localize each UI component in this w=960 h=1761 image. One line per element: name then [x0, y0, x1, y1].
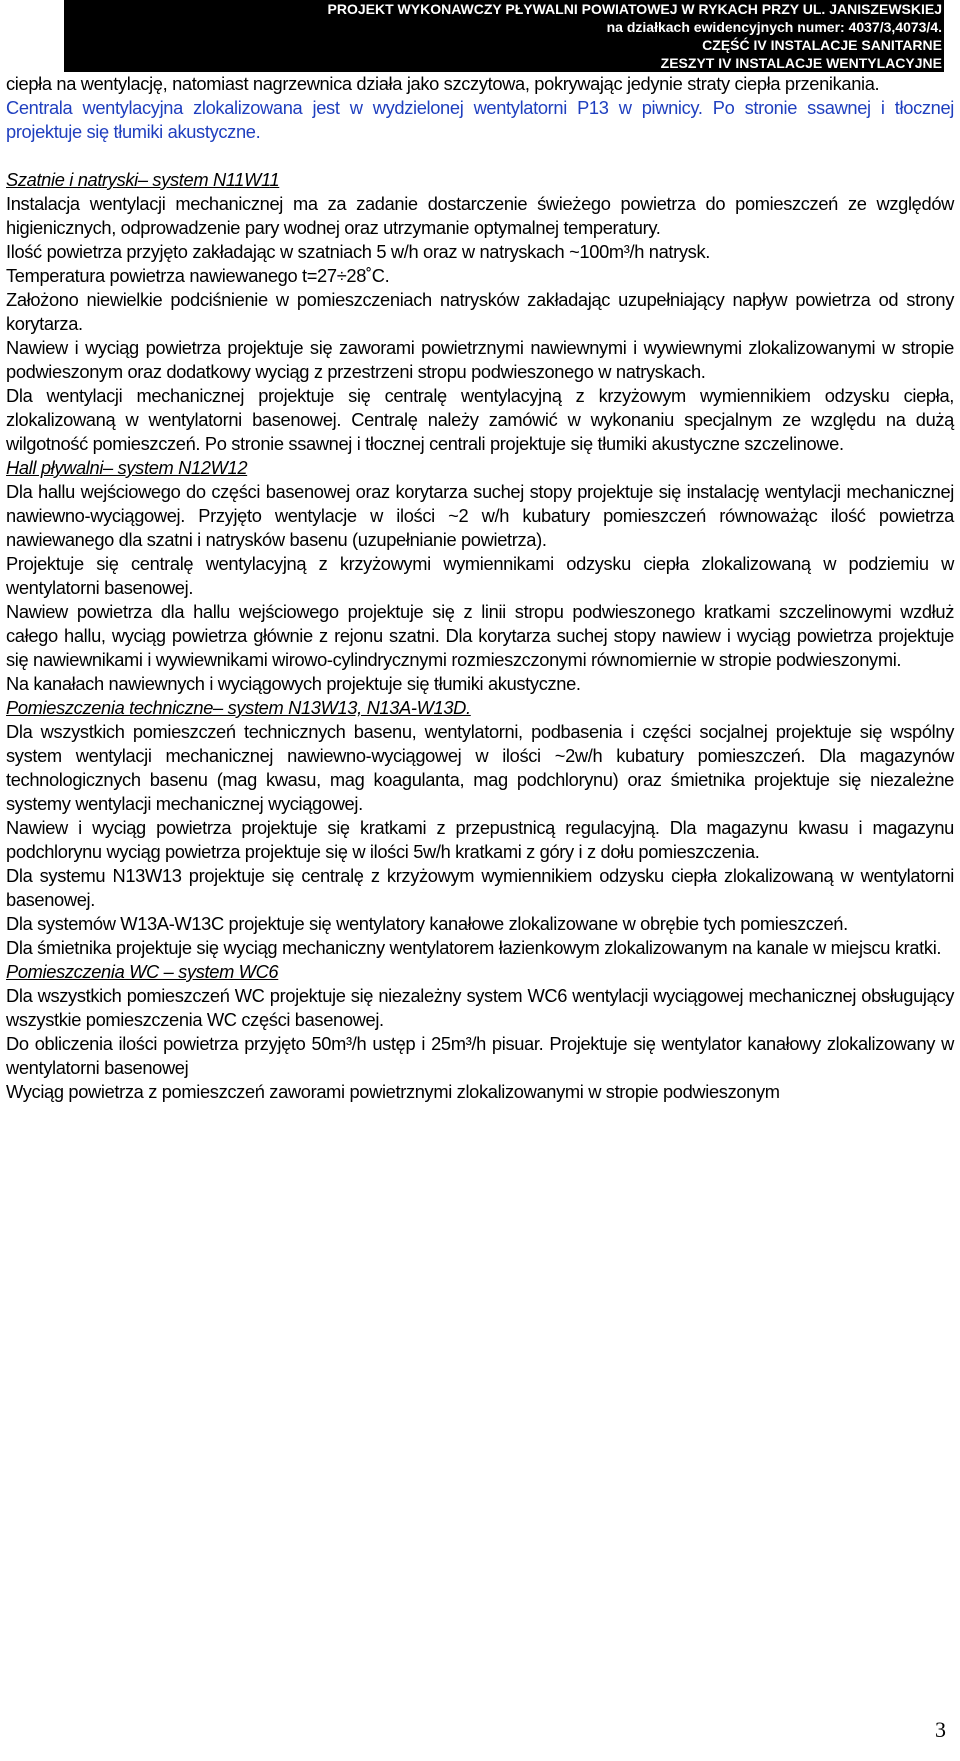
section-paragraph: Dla wszystkich pomieszczeń technicznych basenu, wentylatorni, podbasenia i części socjalnej projektuje się wspólny system wentylacji mechanicznej nawiewno-wyciągowej w ilości ~2w/h kubatury pomieszczeń. Dla magazynów technologicznych basenu (mag kwasu, mag koagulanta, mag podchlorynu) oraz śmietnika projektuje się niezależne systemy wentylacji mechanicznej wyciągowej.: [6, 721, 954, 814]
section-paragraph: Dla systemu N13W13 projektuje się centralę z krzyżowym wymiennikiem odzysku ciepła zlokalizowaną w wentylatorni basenowej.: [6, 865, 954, 910]
header-volume-title: ZESZYT IV INSTALACJE WENTYLACYJNE: [64, 54, 944, 72]
section-paragraph: Do obliczenia ilości powietrza przyjęto 50m³/h ustęp i 25m³/h pisuar. Projektuje się wentylator kanałowy zlokalizowany w wentylatorni basenowej: [6, 1033, 954, 1078]
header-part-title: CZĘŚĆ IV INSTALACJE SANITARNE: [64, 36, 944, 54]
intro-paragraph: ciepła na wentylację, natomiast nagrzewnica działa jako szczytowa, pokrywając jedynie straty ciepła przenikania.: [6, 73, 880, 94]
section-paragraph: Nawiew i wyciąg powietrza projektuje się zaworami powietrznymi nawiewnymi i wywiewnymi zlokalizowanymi w stropie podwieszonym oraz dodatkowy wyciąg z przestrzeni stropu podwieszonego w natryskach.: [6, 337, 954, 382]
section-paragraph: Dla systemów W13A-W13C projektuje się wentylatory kanałowe zlokalizowane w obrębie tych pomieszczeń.: [6, 913, 848, 934]
header-parcel-numbers: na działkach ewidencyjnych numer: 4037/3,4073/4.: [64, 18, 944, 36]
section-paragraph: Projektuje się centralę wentylacyjną z krzyżowymi wymiennikami odzysku ciepła zlokalizowaną w podziemiu w wentylatorni basenowej.: [6, 553, 954, 598]
section-paragraph: Dla wentylacji mechanicznej projektuje się centralę wentylacyjną z krzyżowym wymiennikiem odzysku ciepła, zlokalizowaną w wentylatorni basenowej. Centralę należy zamówić w wykonaniu specjalnym ze względu na dużą wilgotność pomieszczeń. Po stronie ssawnej i tłocznej centrali projektuje się tłumiki akustyczne szczelinowe.: [6, 385, 954, 454]
section-paragraph: Dla wszystkich pomieszczeń WC projektuje się niezależny system WC6 wentylacji wyciągowej mechanicznej obsługujący wszystkie pomieszczenia WC części basenowej.: [6, 985, 954, 1030]
section-paragraph: Nawiew i wyciąg powietrza projektuje się kratkami z przepustnicą regulacyjną. Dla magazynu kwasu i magazynu podchlorynu wyciąg powietrza projektuje się w ilości 5w/h kratkami z góry i z dołu pomieszczenia.: [6, 817, 954, 862]
section-paragraph: Dla hallu wejściowego do części basenowej oraz korytarza suchej stopy projektuje się instalację wentylacji mechanicznej nawiewno-wyciągowej. Przyjęto wentylacje w ilości ~2 w/h kubatury pomieszczeń równoważąc ilość powietrza nawiewanego dla szatni i natrysków basenu (uzupełnianie powietrza).: [6, 481, 954, 550]
section-paragraph: Nawiew powietrza dla hallu wejściowego projektuje się z linii stropu podwieszonego kratkami szczelinowymi wzdłuż całego hallu, wyciąg powietrza głównie z rejonu szatni. Dla korytarza suchej stopy nawiew i wyciąg powietrza projektuje się nawiewnikami i wywiewnikami wirowo-cylindrycznymi rozmieszczonymi równomiernie w stropie podwieszonymi.: [6, 601, 954, 670]
document-body: [6, 72, 954, 1104]
section-paragraph: Dla śmietnika projektuje się wyciąg mechaniczny wentylatorem łazienkowym zlokalizowanym na kanale w miejscu kratki.: [6, 937, 942, 958]
section-paragraph: Instalacja wentylacji mechanicznej ma za zadanie dostarczenie świeżego powietrza do pomieszczeń ze względów higienicznych, odprowadzenie pary wodnej oraz utrzymanie optymalnej temperatury.: [6, 193, 954, 238]
section-title-technical-rooms: Pomieszczenia techniczne– system N13W13, N13A-W13D.: [6, 697, 471, 718]
section-paragraph: Założono niewielkie podciśnienie w pomieszczeniach natrysków zakładając uzupełniający napływ powietrza od strony korytarza.: [6, 289, 954, 334]
section-paragraph: Temperatura powietrza nawiewanego t=27÷28˚C.: [6, 265, 390, 286]
section-paragraph: Na kanałach nawiewnych i wyciągowych projektuje się tłumiki akustyczne.: [6, 673, 581, 694]
intro-paragraph: Centrala wentylacyjna zlokalizowana jest w wydzielonej wentylatorni P13 w piwnicy. Po stronie ssawnej i tłocznej projektuje się tłumiki akustyczne.: [6, 97, 954, 142]
header-band: [64, 0, 944, 72]
section-paragraph: Ilość powietrza przyjęto zakładając w szatniach 5 w/h oraz w natryskach ~100m³/h natrysk.: [6, 241, 710, 262]
section-paragraph: Wyciąg powietrza z pomieszczeń zaworami powietrznymi zlokalizowanymi w stropie podwieszonym: [6, 1081, 780, 1102]
section-title-szatnie: Szatnie i natryski– system N11W11: [6, 169, 280, 190]
document-header: [64, 0, 944, 72]
section-title-wc: Pomieszczenia WC – system WC6: [6, 961, 279, 982]
header-project-title: PROJEKT WYKONAWCZY PŁYWALNI POWIATOWEJ W RYKACH PRZY UL. JANISZEWSKIEJ: [64, 0, 944, 18]
section-title-hall: Hall pływalni– system N12W12: [6, 457, 248, 478]
page-number: 3: [935, 1717, 946, 1742]
